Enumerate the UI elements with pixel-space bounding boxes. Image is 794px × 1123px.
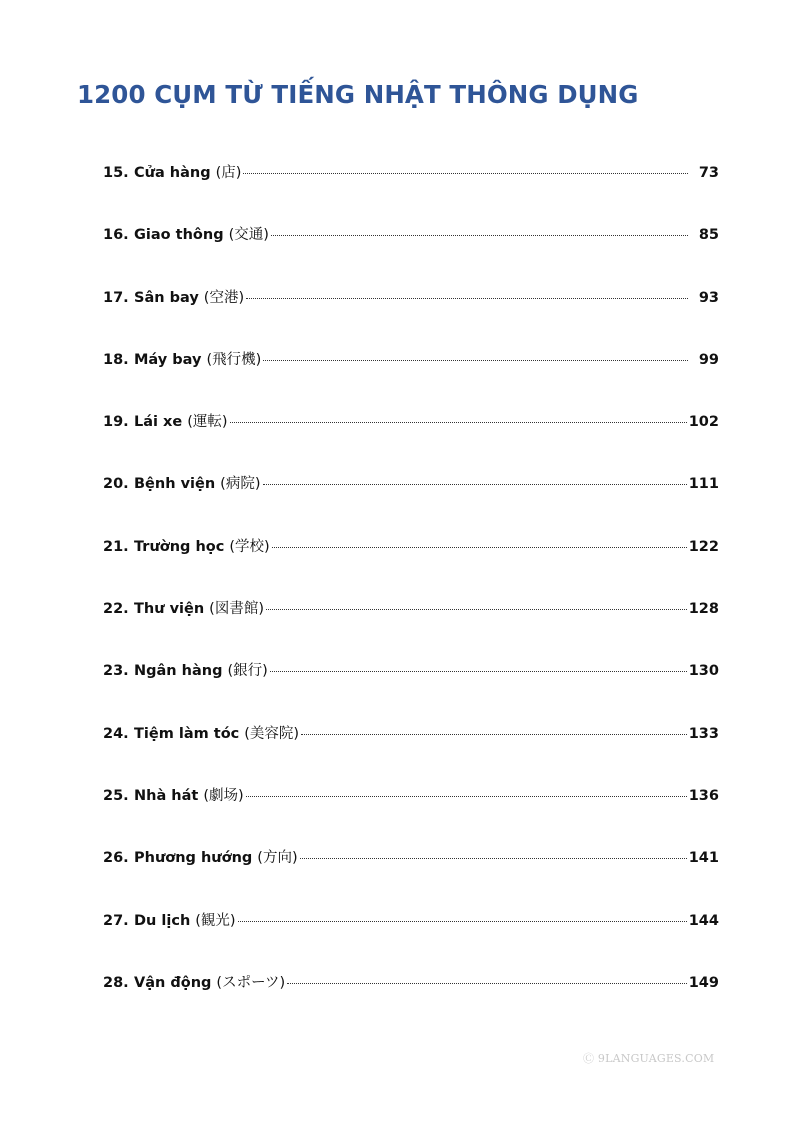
toc-dot-leader <box>243 172 687 174</box>
toc-entry-page: 93 <box>698 289 719 306</box>
toc-entry-title: Trường học <box>134 538 225 555</box>
toc-entry[interactable] <box>103 466 719 528</box>
toc-entry-number: 24. <box>103 725 129 742</box>
toc-entry[interactable] <box>103 903 719 965</box>
toc-entry-number: 23. <box>103 663 129 680</box>
toc-entry-title: Lái xe <box>134 414 183 431</box>
toc-entry-title: Thư viện <box>134 601 205 618</box>
toc-entry-japanese: (空港) <box>203 289 245 306</box>
toc-entry-title: Cửa hàng <box>134 165 211 181</box>
toc-entry-page: 149 <box>688 974 719 991</box>
toc-entry-number: 22. <box>103 601 129 618</box>
table-of-contents <box>103 155 719 1027</box>
toc-entry-japanese: (図書館) <box>209 601 264 618</box>
toc-entry-japanese: (美容院) <box>244 725 300 742</box>
toc-entry-title: Phương hướng <box>134 850 253 867</box>
toc-entry-title: Sân bay <box>134 289 199 306</box>
toc-entry-japanese: (銀行) <box>227 663 268 680</box>
toc-entry-japanese: (学校) <box>229 538 270 555</box>
toc-dot-leader <box>230 421 687 423</box>
toc-entry[interactable] <box>103 342 719 404</box>
toc-entry-japanese: (病院) <box>220 476 261 493</box>
toc-entry[interactable] <box>103 778 719 840</box>
toc-entry[interactable] <box>103 155 719 217</box>
toc-entry-page: 122 <box>688 538 719 555</box>
toc-entry-page: 144 <box>688 912 719 929</box>
toc-entry-title: Giao thông <box>134 227 224 244</box>
toc-dot-leader <box>271 234 688 236</box>
toc-entry-title: Tiệm làm tóc <box>134 725 240 742</box>
toc-entry-number: 18. <box>103 351 129 368</box>
toc-entry[interactable] <box>103 840 719 902</box>
toc-entry-page: 99 <box>698 351 719 368</box>
toc-entry-japanese: (観光) <box>195 912 236 929</box>
toc-entry-number: 17. <box>103 289 129 306</box>
toc-entry-japanese: (劇场) <box>203 787 244 804</box>
toc-dot-leader <box>263 359 688 361</box>
toc-entry-page: 136 <box>688 787 719 804</box>
toc-entry-number: 28. <box>103 974 129 991</box>
toc-dot-leader <box>263 483 687 485</box>
toc-entry-number: 19. <box>103 414 129 431</box>
document-title: 1200 CỤM TỪ TIẾNG NHẬT THÔNG DỤNG <box>77 80 639 109</box>
toc-entry[interactable] <box>103 591 719 653</box>
toc-entry-number: 26. <box>103 850 129 867</box>
toc-dot-leader <box>272 546 687 548</box>
toc-entry-number: 16. <box>103 227 129 244</box>
toc-entry-number: 15. <box>103 165 129 181</box>
toc-entry-page: 130 <box>688 663 719 680</box>
toc-entry-page: 111 <box>688 476 719 493</box>
toc-dot-leader <box>287 982 687 984</box>
toc-entry[interactable] <box>103 217 719 279</box>
toc-entry-title: Ngân hàng <box>134 663 223 680</box>
toc-dot-leader <box>238 920 687 922</box>
toc-dot-leader <box>270 670 687 672</box>
toc-entry-page: 102 <box>688 414 719 431</box>
toc-entry[interactable] <box>103 280 719 342</box>
toc-entry-japanese: (運転) <box>187 414 228 431</box>
toc-dot-leader <box>301 733 687 735</box>
toc-dot-leader <box>300 857 687 859</box>
watermark: Ⓒ 9LANGUAGES.COM <box>583 1052 715 1065</box>
toc-entry[interactable] <box>103 716 719 778</box>
toc-entry-number: 21. <box>103 538 129 555</box>
toc-entry-title: Vận động <box>134 974 212 991</box>
toc-entry-title: Bệnh viện <box>134 476 216 493</box>
toc-entry-title: Du lịch <box>134 912 191 929</box>
toc-entry-number: 20. <box>103 476 129 493</box>
toc-entry[interactable] <box>103 404 719 466</box>
toc-entry-japanese: (交通) <box>228 227 269 244</box>
toc-entry-number: 27. <box>103 912 129 929</box>
toc-entry-title: Nhà hát <box>134 787 199 804</box>
toc-entry[interactable] <box>103 653 719 715</box>
toc-entry-japanese: (店) <box>215 165 242 181</box>
toc-entry-title: Máy bay <box>134 351 202 368</box>
toc-entry-japanese: (スポーツ) <box>216 974 286 991</box>
toc-entry-page: 141 <box>688 850 719 867</box>
toc-dot-leader <box>246 795 687 797</box>
toc-entry-page: 73 <box>698 165 719 181</box>
toc-dot-leader <box>266 608 687 610</box>
toc-entry-page: 128 <box>688 601 719 618</box>
toc-entry[interactable] <box>103 965 719 1027</box>
toc-entry-page: 85 <box>698 227 719 244</box>
toc-entry-japanese: (飛行機) <box>206 351 262 368</box>
toc-dot-leader <box>246 297 688 299</box>
toc-entry-japanese: (方向) <box>257 850 298 867</box>
toc-entry[interactable] <box>103 529 719 591</box>
toc-entry-number: 25. <box>103 787 129 804</box>
toc-entry-page: 133 <box>688 725 719 742</box>
